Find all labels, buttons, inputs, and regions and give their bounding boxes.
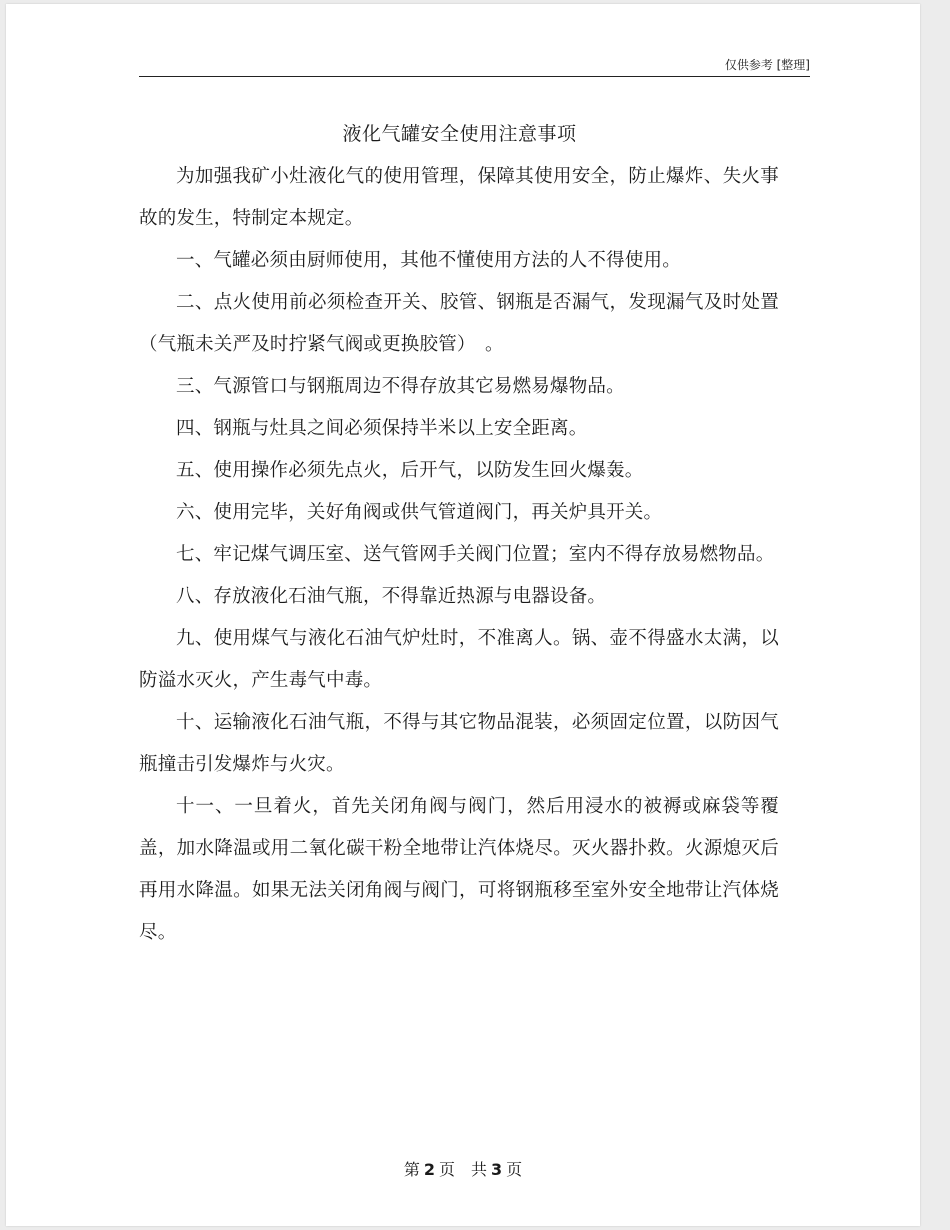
paragraph-item-5: 五、使用操作必须先点火，后开气，以防发生回火爆轰。 <box>176 460 644 481</box>
paragraph-item-1: 一、气罐必须由厨师使用，其他不懂使用方法的人不得使用。 <box>176 250 681 271</box>
paragraph-item-11: 十一、一旦着火，首先关闭角阀与阀门，然后用浸水的被褥或麻袋等覆盖，加水降温或用二氧化碳干粉全地带让汽体烧尽。灭火器扑救。火源熄灭后再用水降温。如果无法关闭角阀与阀门，可将钢瓶移至室外安全地带让汽体烧尽。 <box>139 796 779 943</box>
paragraph-item-2: 二、点火使用前必须检查开关、胶管、钢瓶是否漏气，发现漏气及时处置（气瓶未关严及时拧紧气阀或更换胶管） 。 <box>139 292 779 355</box>
paragraph-item-4: 四、钢瓶与灶具之间必须保持半米以上安全距离。 <box>176 418 588 439</box>
paragraph-item-9: 九、使用煤气与液化石油气炉灶时，不准离人。锅、壶不得盛水太满，以防溢水灭火，产生毒气中毒。 <box>139 628 779 691</box>
document-title: 液化气罐安全使用注意事项 <box>342 123 577 145</box>
paragraph-item-6: 六、使用完毕，关好角阀或供气管道阀门，再关炉具开关。 <box>176 502 663 523</box>
paragraph-item-7: 七、牢记煤气调压室、送气管网手关阀门位置；室内不得存放易燃物品。 <box>176 544 775 565</box>
footer-mid: 页 共 <box>438 1160 487 1179</box>
paragraph-item-10: 十、运输液化石油气瓶，不得与其它物品混装，必须固定位置，以防因气瓶撞击引发爆炸与火灾。 <box>139 712 779 775</box>
current-page-number: 2 <box>423 1160 435 1179</box>
paragraph-item-8: 八、存放液化石油气瓶，不得靠近热源与电器设备。 <box>176 586 607 607</box>
paragraph-item-3: 三、气源管口与钢瓶周边不得存放其它易燃易爆物品。 <box>176 376 625 397</box>
paragraph-intro: 为加强我矿小灶液化气的使用管理，保障其使用安全，防止爆炸、失火事故的发生，特制定本规定。 <box>139 166 779 229</box>
header-divider <box>139 76 810 77</box>
document-body <box>139 156 779 954</box>
header-note: 仅供参考 [整理] <box>724 58 810 72</box>
footer-suffix: 页 <box>506 1160 523 1179</box>
total-pages-number: 3 <box>491 1160 503 1179</box>
page-footer <box>6 1157 920 1180</box>
footer-prefix: 第 <box>403 1160 420 1179</box>
document-page <box>6 4 920 1226</box>
